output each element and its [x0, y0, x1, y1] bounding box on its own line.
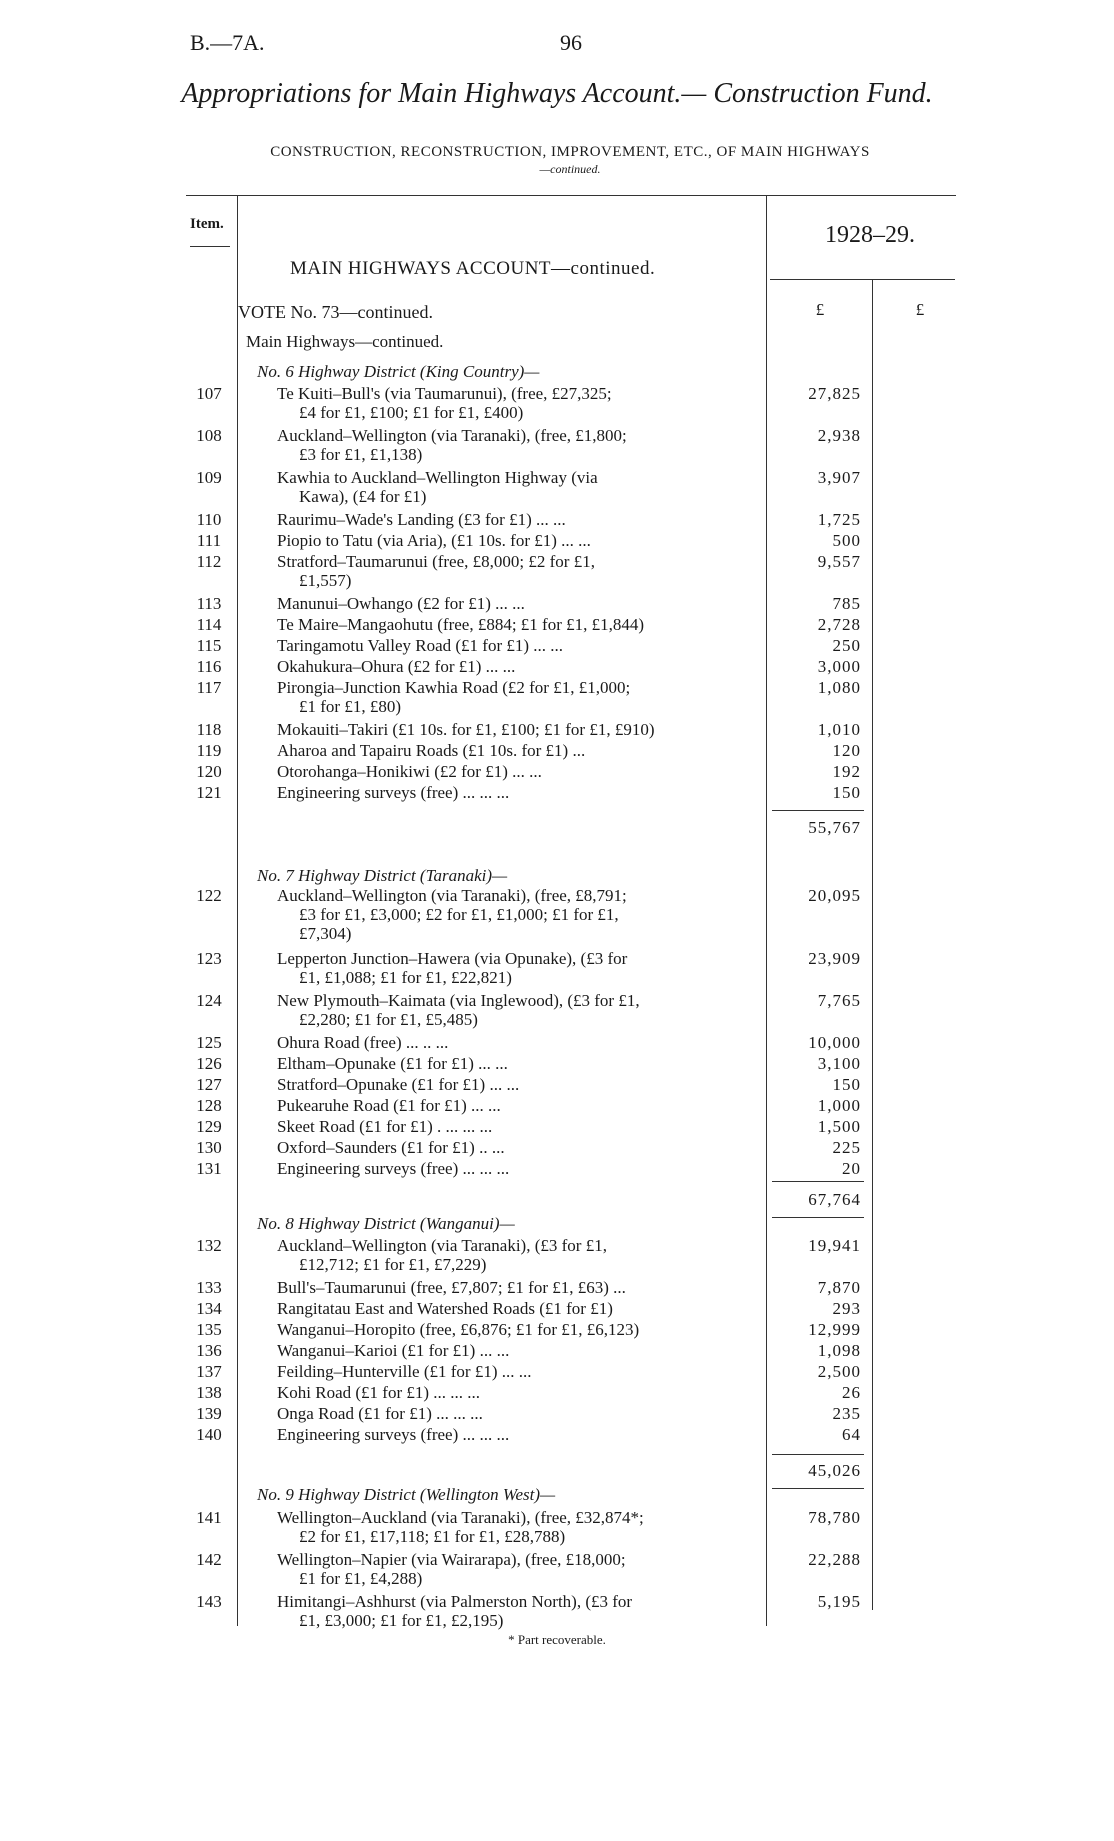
- item-description-continuation: Kawa), (£4 for £1): [299, 487, 427, 506]
- item-description-line: Eltham–Opunake (£1 for £1) ... ...: [277, 1054, 508, 1073]
- item-number: 131: [196, 1159, 222, 1178]
- item-number: 137: [196, 1362, 222, 1381]
- item-description: [277, 1320, 757, 1339]
- item-number: 125: [196, 1033, 222, 1052]
- item-description-line: Kawhia to Auckland–Wellington Highway (via: [277, 468, 598, 487]
- item-description: [277, 1383, 757, 1402]
- section-title: CONSTRUCTION, RECONSTRUCTION, IMPROVEMENT, ETC., OF MAIN HIGHWAYS: [270, 144, 870, 160]
- item-description-continuation: £3 for £1, £3,000; £2 for £1, £1,000; £1 for £1,: [299, 905, 619, 924]
- item-amount: 1,725: [817, 510, 861, 529]
- item-description: [277, 1425, 757, 1444]
- item-amount: 7,765: [817, 991, 861, 1010]
- item-description: [277, 678, 757, 716]
- item-number: 119: [196, 741, 222, 760]
- item-description-line: Engineering surveys (free) ... ... ...: [277, 1159, 510, 1178]
- item-description-line: Piopio to Tatu (via Aria), (£1 10s. for £1) ... ...: [277, 531, 591, 550]
- district-heading: No. 6 Highway District (King Country)—: [257, 362, 540, 381]
- item-description: [277, 1236, 757, 1274]
- item-amount: 1,000: [817, 1096, 861, 1115]
- item-description-line: Wanganui–Horopito (free, £6,876; £1 for £1, £6,123): [277, 1320, 640, 1339]
- item-number: 140: [196, 1425, 222, 1444]
- item-description-continuation: £1, £3,000; £1 for £1, £2,195): [299, 1611, 504, 1630]
- item-number: 107: [196, 384, 222, 403]
- item-amount: 1,500: [817, 1117, 861, 1136]
- item-description-line: Wellington–Auckland (via Taranaki), (free, £32,874*;: [277, 1508, 644, 1527]
- subtotal-rule: [772, 1181, 864, 1182]
- item-description: [277, 991, 757, 1029]
- district-heading: No. 8 Highway District (Wanganui)—: [257, 1214, 515, 1233]
- item-description: [277, 636, 757, 655]
- item-number: 127: [196, 1075, 222, 1094]
- item-amount: 5,195: [817, 1592, 861, 1611]
- item-number: 141: [196, 1508, 222, 1527]
- subtotal-rule: [772, 810, 864, 811]
- item-number: 121: [196, 783, 222, 802]
- item-amount: 235: [832, 1404, 861, 1423]
- item-number: 129: [196, 1117, 222, 1136]
- item-description: [277, 1075, 757, 1094]
- item-amount: 785: [832, 594, 861, 613]
- item-description-continuation: £3 for £1, £1,138): [299, 445, 423, 464]
- item-description-line: Engineering surveys (free) ... ... ...: [277, 783, 510, 802]
- item-amount: 225: [832, 1138, 861, 1157]
- item-number: 142: [196, 1550, 222, 1569]
- item-description-line: Manunui–Owhango (£2 for £1) ... ...: [277, 594, 525, 613]
- item-amount: 2,500: [817, 1362, 861, 1381]
- item-description: [277, 1362, 757, 1381]
- item-description: [277, 886, 757, 943]
- item-number: 122: [196, 886, 222, 905]
- item-description-line: Ohura Road (free) ... .. ...: [277, 1033, 449, 1052]
- item-description-line: Onga Road (£1 for £1) ... ... ...: [277, 1404, 483, 1423]
- item-description: [277, 1592, 757, 1630]
- item-description-line: Engineering surveys (free) ... ... ...: [277, 1425, 510, 1444]
- item-description: [277, 1508, 757, 1546]
- item-number: 126: [196, 1054, 222, 1073]
- item-description-continuation: £1 for £1, £4,288): [299, 1569, 423, 1588]
- item-description-line: Aharoa and Tapairu Roads (£1 10s. for £1) ...: [277, 741, 586, 760]
- item-number: 132: [196, 1236, 222, 1255]
- page-number: 96: [560, 30, 582, 55]
- item-number: 120: [196, 762, 222, 781]
- item-number: 111: [196, 531, 222, 550]
- item-amount: 2,728: [817, 615, 861, 634]
- item-number: 130: [196, 1138, 222, 1157]
- item-amount: 150: [832, 1075, 861, 1094]
- item-description-line: Rangitatau East and Watershed Roads (£1 for £1): [277, 1299, 613, 1318]
- item-number: 116: [196, 657, 222, 676]
- account-heading: MAIN HIGHWAYS ACCOUNT—continued.: [290, 258, 656, 279]
- item-amount: 150: [832, 783, 861, 802]
- item-description-line: Otorohanga–Honikiwi (£2 for £1) ... ...: [277, 762, 542, 781]
- item-description-line: Skeet Road (£1 for £1) . ... ... ...: [277, 1117, 493, 1136]
- item-amount: 2,938: [817, 426, 861, 445]
- item-description: [277, 510, 757, 529]
- item-description: [277, 783, 757, 802]
- item-description-line: Stratford–Taumarunui (free, £8,000; £2 for £1,: [277, 552, 595, 571]
- item-description: [277, 1054, 757, 1073]
- item-number: 128: [196, 1096, 222, 1115]
- item-amount: 20,095: [808, 886, 861, 905]
- item-description-continuation: £12,712; £1 for £1, £7,229): [299, 1255, 487, 1274]
- table-top-rule: [186, 195, 956, 196]
- section-subtitle: —continued.: [539, 162, 601, 176]
- item-description-line: New Plymouth–Kaimata (via Inglewood), (£3 for £1,: [277, 991, 640, 1010]
- item-description: [277, 615, 757, 634]
- item-description: [277, 1341, 757, 1360]
- item-description: [277, 384, 757, 422]
- item-number: 109: [196, 468, 222, 487]
- item-amount: 26: [842, 1383, 861, 1402]
- item-description-line: Mokauiti–Takiri (£1 10s. for £1, £100; £1 for £1, £910): [277, 720, 655, 739]
- item-description-line: Te Kuiti–Bull's (via Taumarunui), (free, £27,325;: [277, 384, 612, 403]
- item-amount: 22,288: [808, 1550, 861, 1569]
- item-description-line: Wellington–Napier (via Wairarapa), (free, £18,000;: [277, 1550, 626, 1569]
- item-amount: 293: [832, 1299, 861, 1318]
- item-amount: 7,870: [817, 1278, 861, 1297]
- item-description: [277, 949, 757, 987]
- item-description: [277, 552, 757, 590]
- district-heading: No. 9 Highway District (Wellington West)—: [257, 1485, 556, 1504]
- subtotal-rule: [772, 1488, 864, 1489]
- year-header-rule: [770, 279, 955, 280]
- item-description: [277, 741, 757, 760]
- vote-heading: VOTE No. 73—continued.: [238, 302, 433, 322]
- subtotal-rule: [772, 1454, 864, 1455]
- item-amount: 20: [842, 1159, 861, 1178]
- item-description: [277, 594, 757, 613]
- item-amount: 78,780: [808, 1508, 861, 1527]
- item-description-line: Kohi Road (£1 for £1) ... ... ...: [277, 1383, 481, 1402]
- item-number: 117: [196, 678, 222, 697]
- page-title: Appropriations for Main Highways Account.— Construction Fund.: [181, 78, 933, 109]
- item-amount: 23,909: [808, 949, 861, 968]
- document-reference: B.—7A.: [190, 30, 265, 55]
- item-description: [277, 468, 757, 506]
- item-amount: 500: [832, 531, 861, 550]
- item-number: 136: [196, 1341, 222, 1360]
- item-number: 138: [196, 1383, 222, 1402]
- item-description-line: Pirongia–Junction Kawhia Road (£2 for £1, £1,000;: [277, 678, 631, 697]
- item-description-line: Pukearuhe Road (£1 for £1) ... ...: [277, 1096, 501, 1115]
- item-number: 135: [196, 1320, 222, 1339]
- item-column-divider: [237, 196, 238, 1626]
- item-description-continuation: £4 for £1, £100; £1 for £1, £400): [299, 403, 524, 422]
- item-number: 113: [196, 594, 222, 613]
- item-number: 112: [196, 552, 222, 571]
- item-amount: 64: [842, 1425, 861, 1444]
- item-description-line: Okahukura–Ohura (£2 for £1) ... ...: [277, 657, 516, 676]
- district-heading: No. 7 Highway District (Taranaki)—: [257, 866, 508, 885]
- item-number: 115: [196, 636, 222, 655]
- item-number: 123: [196, 949, 222, 968]
- item-description-line: Te Maire–Mangaohutu (free, £884; £1 for £1, £1,844): [277, 615, 645, 634]
- item-description: [277, 531, 757, 550]
- item-amount: 10,000: [808, 1033, 861, 1052]
- currency-symbol-col1: £: [815, 300, 825, 319]
- item-amount: 19,941: [808, 1236, 861, 1255]
- item-description-line: Auckland–Wellington (via Taranaki), (free, £1,800;: [277, 426, 627, 445]
- item-amount: 12,999: [808, 1320, 861, 1339]
- item-description-continuation: £2,280; £1 for £1, £5,485): [299, 1010, 478, 1029]
- item-description-line: Himitangi–Ashhurst (via Palmerston North), (£3 for: [277, 1592, 633, 1611]
- item-description-line: Oxford–Saunders (£1 for £1) .. ...: [277, 1138, 505, 1157]
- item-amount: 27,825: [808, 384, 861, 403]
- item-description-line: Wanganui–Karioi (£1 for £1) ... ...: [277, 1341, 510, 1360]
- item-description-line: Bull's–Taumarunui (free, £7,807; £1 for £1, £63) ...: [277, 1278, 626, 1297]
- item-amount: 3,907: [817, 468, 861, 487]
- item-description: [277, 1096, 757, 1115]
- item-description-continuation: £1 for £1, £80): [299, 697, 401, 716]
- item-description-continuation: £2 for £1, £17,118; £1 for £1, £28,788): [299, 1527, 566, 1546]
- item-description-continuation: £1,557): [299, 571, 352, 590]
- item-amount: 3,100: [817, 1054, 861, 1073]
- item-number: 139: [196, 1404, 222, 1423]
- item-number: 133: [196, 1278, 222, 1297]
- item-header-rule: [190, 246, 230, 247]
- amount-column-right-divider: [872, 280, 873, 1610]
- item-description: [277, 1278, 757, 1297]
- district-total: 55,767: [808, 818, 861, 837]
- item-description: [277, 1117, 757, 1136]
- currency-symbol-col2: £: [915, 300, 925, 319]
- item-number: 134: [196, 1299, 222, 1318]
- item-description-line: Raurimu–Wade's Landing (£3 for £1) ... ...: [277, 510, 566, 529]
- item-amount: 120: [832, 741, 861, 760]
- item-description-line: Feilding–Hunterville (£1 for £1) ... ...: [277, 1362, 532, 1381]
- item-description-line: Taringamotu Valley Road (£1 for £1) ... ...: [277, 636, 564, 655]
- district-total: 67,764: [808, 1190, 861, 1209]
- item-description: [277, 1299, 757, 1318]
- item-amount: 192: [832, 762, 861, 781]
- item-amount: 9,557: [817, 552, 861, 571]
- item-amount: 1,098: [817, 1341, 861, 1360]
- item-description: [277, 1404, 757, 1423]
- item-description: [277, 720, 757, 739]
- item-description: [277, 426, 757, 464]
- item-number: 108: [196, 426, 222, 445]
- item-description: [277, 657, 757, 676]
- item-description: [277, 1138, 757, 1157]
- item-description: [277, 1550, 757, 1588]
- item-amount: 1,010: [817, 720, 861, 739]
- item-number: 114: [196, 615, 222, 634]
- item-description-continuation: £1, £1,088; £1 for £1, £22,821): [299, 968, 512, 987]
- item-description: [277, 1159, 757, 1178]
- item-description-line: Stratford–Opunake (£1 for £1) ... ...: [277, 1075, 520, 1094]
- item-description: [277, 762, 757, 781]
- item-number: 118: [196, 720, 222, 739]
- item-number: 110: [196, 510, 222, 529]
- year-column-header: 1928–29.: [825, 222, 915, 248]
- item-number: 124: [196, 991, 222, 1010]
- item-amount: 1,080: [817, 678, 861, 697]
- footnote: * Part recoverable.: [508, 1632, 606, 1647]
- item-number: 143: [196, 1592, 222, 1611]
- item-description-line: Auckland–Wellington (via Taranaki), (£3 for £1,: [277, 1236, 607, 1255]
- item-amount: 250: [832, 636, 861, 655]
- item-description-line: Lepperton Junction–Hawera (via Opunake), (£3 for: [277, 949, 628, 968]
- main-highways-heading: Main Highways—continued.: [246, 332, 444, 351]
- item-description-continuation: £7,304): [299, 924, 352, 943]
- item-column-header: Item.: [190, 216, 224, 232]
- item-description: [277, 1033, 757, 1052]
- item-amount: 3,000: [817, 657, 861, 676]
- district-total: 45,026: [808, 1461, 861, 1480]
- item-description-line: Auckland–Wellington (via Taranaki), (free, £8,791;: [277, 886, 627, 905]
- subtotal-rule: [772, 1217, 864, 1218]
